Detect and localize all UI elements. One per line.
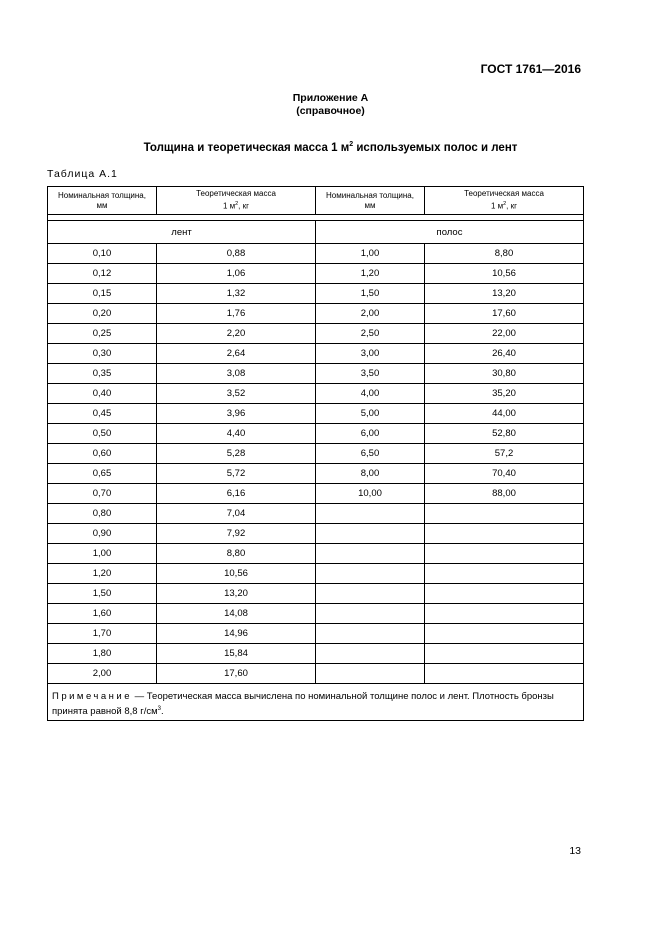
header-mass-unit: 1 м [490, 201, 504, 211]
table-row [48, 244, 584, 264]
cell-strip-thickness: 0,60 [48, 444, 157, 464]
cell-band-mass [425, 664, 584, 684]
cell-strip-mass: 5,72 [157, 464, 316, 484]
table-title-text: Толщина и теоретическая масса 1 м [143, 141, 350, 154]
cell-strip-thickness: 0,20 [48, 304, 157, 324]
cell-strip-thickness: 0,35 [48, 364, 157, 384]
cell-strip-thickness: 0,90 [48, 524, 157, 544]
group-strips: лент [48, 221, 316, 244]
cell-strip-mass: 14,96 [157, 624, 316, 644]
header-thickness-line1: Номинальная толщина, [58, 190, 146, 200]
cell-band-thickness: 4,00 [316, 384, 425, 404]
header-mass-unit: 1 м [222, 201, 236, 211]
data-table [47, 186, 584, 721]
table-row [48, 364, 584, 384]
cell-band-mass: 13,20 [425, 284, 584, 304]
table-title [0, 141, 661, 154]
table-row [48, 544, 584, 564]
cell-strip-thickness: 1,60 [48, 604, 157, 624]
cell-band-mass: 30,80 [425, 364, 584, 384]
cell-band-mass [425, 564, 584, 584]
cell-strip-thickness: 1,50 [48, 584, 157, 604]
cell-band-thickness: 1,50 [316, 284, 425, 304]
cell-band-mass [425, 544, 584, 564]
cell-band-mass [425, 644, 584, 664]
cell-strip-thickness: 0,12 [48, 264, 157, 284]
cell-band-mass [425, 584, 584, 604]
cell-band-thickness [316, 504, 425, 524]
cell-strip-thickness: 0,70 [48, 484, 157, 504]
cell-strip-thickness: 1,80 [48, 644, 157, 664]
cell-band-mass [425, 604, 584, 624]
cell-strip-mass: 5,28 [157, 444, 316, 464]
cell-strip-mass: 4,40 [157, 424, 316, 444]
cell-strip-thickness: 1,70 [48, 624, 157, 644]
cell-band-thickness: 5,00 [316, 404, 425, 424]
cell-band-mass: 35,20 [425, 384, 584, 404]
cell-strip-mass: 6,16 [157, 484, 316, 504]
table-row [48, 664, 584, 684]
header-mass-right [425, 187, 584, 215]
cell-strip-mass: 1,76 [157, 304, 316, 324]
note-label: Примечание [52, 691, 132, 702]
header-mass-line2 [157, 199, 315, 212]
table-row [48, 464, 584, 484]
cell-band-mass [425, 624, 584, 644]
header-thickness-right [316, 187, 425, 215]
cell-strip-mass: 10,56 [157, 564, 316, 584]
table-row [48, 424, 584, 444]
cell-strip-thickness: 0,50 [48, 424, 157, 444]
table-row [48, 484, 584, 504]
document-code: ГОСТ 1761—2016 [480, 62, 581, 76]
cell-band-thickness: 1,20 [316, 264, 425, 284]
cell-band-thickness: 6,00 [316, 424, 425, 444]
note-sup: 3 [157, 706, 161, 712]
cell-band-mass: 44,00 [425, 404, 584, 424]
table-row [48, 284, 584, 304]
table-body [48, 215, 584, 684]
cell-band-thickness [316, 644, 425, 664]
group-bands: полос [316, 221, 584, 244]
cell-band-mass: 26,40 [425, 344, 584, 364]
cell-band-mass: 10,56 [425, 264, 584, 284]
cell-strip-mass: 15,84 [157, 644, 316, 664]
cell-strip-mass: 1,32 [157, 284, 316, 304]
header-mass-line2 [425, 199, 583, 212]
table-row [48, 624, 584, 644]
table-row [48, 564, 584, 584]
cell-strip-thickness: 0,65 [48, 464, 157, 484]
cell-strip-mass: 3,52 [157, 384, 316, 404]
cell-strip-mass: 3,08 [157, 364, 316, 384]
cell-strip-mass: 2,20 [157, 324, 316, 344]
cell-band-thickness [316, 584, 425, 604]
cell-strip-thickness: 0,15 [48, 284, 157, 304]
cell-band-thickness: 10,00 [316, 484, 425, 504]
cell-strip-thickness: 0,30 [48, 344, 157, 364]
table-row [48, 384, 584, 404]
table-title-sup: 2 [349, 141, 354, 148]
table-row [48, 324, 584, 344]
cell-strip-thickness: 1,00 [48, 544, 157, 564]
table-row [48, 504, 584, 524]
header-mass-sup: 2 [235, 201, 239, 208]
cell-band-mass: 88,00 [425, 484, 584, 504]
note-row [48, 684, 584, 721]
cell-strip-mass: 1,06 [157, 264, 316, 284]
table-row [48, 444, 584, 464]
page-number: 13 [569, 845, 581, 857]
cell-band-mass: 22,00 [425, 324, 584, 344]
cell-strip-mass: 8,80 [157, 544, 316, 564]
header-mass-left [157, 187, 316, 215]
cell-band-mass: 52,80 [425, 424, 584, 444]
cell-band-thickness [316, 544, 425, 564]
cell-strip-mass: 2,64 [157, 344, 316, 364]
cell-strip-mass: 0,88 [157, 244, 316, 264]
note-end: . [160, 706, 164, 718]
table-label: Таблица А.1 [47, 168, 118, 180]
cell-strip-thickness: 0,80 [48, 504, 157, 524]
cell-strip-mass: 7,04 [157, 504, 316, 524]
cell-band-thickness [316, 524, 425, 544]
header-mass-unit-end: , кг [238, 201, 250, 211]
cell-band-thickness [316, 564, 425, 584]
header-row [48, 187, 584, 215]
appendix-heading [0, 92, 661, 118]
header-mass-line1: Теоретическая масса [464, 189, 544, 199]
cell-band-thickness [316, 664, 425, 684]
cell-band-thickness: 6,50 [316, 444, 425, 464]
table-title-text-after: используемых полос и лент [353, 141, 518, 154]
table-row [48, 264, 584, 284]
table-row [48, 604, 584, 624]
cell-strip-thickness: 0,10 [48, 244, 157, 264]
table-row [48, 524, 584, 544]
cell-strip-mass: 3,96 [157, 404, 316, 424]
header-thickness-left [48, 187, 157, 215]
cell-band-mass: 8,80 [425, 244, 584, 264]
cell-band-thickness: 3,00 [316, 344, 425, 364]
cell-band-thickness: 8,00 [316, 464, 425, 484]
cell-strip-mass: 14,08 [157, 604, 316, 624]
table-row [48, 404, 584, 424]
cell-band-mass [425, 524, 584, 544]
header-thickness-line2: мм [364, 200, 376, 210]
cell-band-mass [425, 504, 584, 524]
header-mass-sup: 2 [503, 201, 507, 208]
cell-strip-mass: 13,20 [157, 584, 316, 604]
cell-band-thickness [316, 624, 425, 644]
table-note [48, 684, 584, 721]
cell-band-mass: 70,40 [425, 464, 584, 484]
table-row [48, 644, 584, 664]
table-row [48, 584, 584, 604]
header-mass-unit-end: , кг [506, 201, 518, 211]
header-thickness-line1: Номинальная толщина, [326, 190, 414, 200]
cell-strip-thickness: 2,00 [48, 664, 157, 684]
cell-strip-mass: 17,60 [157, 664, 316, 684]
cell-strip-mass: 7,92 [157, 524, 316, 544]
cell-band-thickness: 2,50 [316, 324, 425, 344]
cell-strip-thickness: 1,20 [48, 564, 157, 584]
appendix-subtitle: (справочное) [296, 105, 365, 117]
group-row [48, 221, 584, 244]
cell-band-thickness: 1,00 [316, 244, 425, 264]
header-thickness-line2: мм [96, 200, 108, 210]
cell-band-thickness: 3,50 [316, 364, 425, 384]
cell-band-thickness: 2,00 [316, 304, 425, 324]
cell-band-thickness [316, 604, 425, 624]
appendix-title: Приложение А [292, 92, 369, 104]
table-row [48, 344, 584, 364]
cell-strip-thickness: 0,40 [48, 384, 157, 404]
note-text: — Теоретическая масса вычислена по номинальной толщине полос и лент. Плотность бронзы принята равной 8,8 г/см [52, 691, 554, 718]
cell-strip-thickness: 0,25 [48, 324, 157, 344]
cell-strip-thickness: 0,45 [48, 404, 157, 424]
header-mass-line1: Теоретическая масса [196, 189, 276, 199]
cell-band-mass: 57,2 [425, 444, 584, 464]
table-row [48, 304, 584, 324]
cell-band-mass: 17,60 [425, 304, 584, 324]
